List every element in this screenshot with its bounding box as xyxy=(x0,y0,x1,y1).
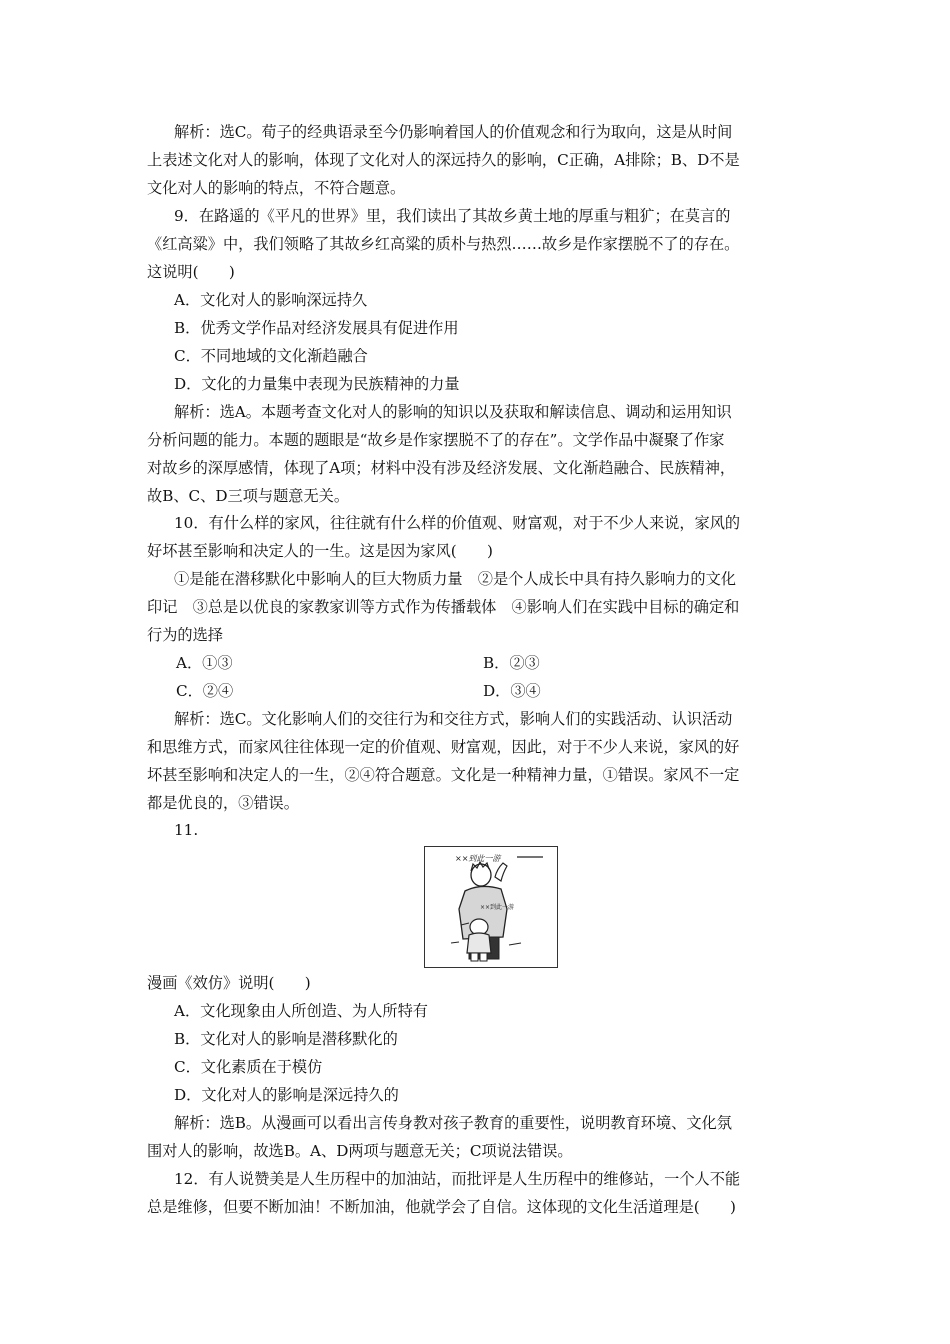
q8-analysis-line-3: 文化对人的影响的特点，不符合题意。 xyxy=(147,179,406,197)
q11-number: 11. xyxy=(174,821,199,839)
q10-statements-line-1: ①是能在潜移默化中影响人的巨大物质力量 ②是个人成长中具有持久影响力的文化 xyxy=(174,570,736,588)
q10-analysis-line-3: 坏甚至影响和决定人的一生，②④符合题意。文化是一种精神力量，①错误。家风不一定 xyxy=(147,766,740,784)
q10-statements-line-2: 印记 ③总是以优良的家教家训等方式作为传播载体 ④影响人们在实践中目标的确定和 xyxy=(147,598,740,616)
q9-stem-line-1: 9．在路遥的《平凡的世界》里，我们读出了其故乡黄土地的厚重与粗犷；在莫言的 xyxy=(174,207,731,225)
q12-stem-line-2: 总是维修，但要不断加油！不断加油，他就学会了自信。这体现的文化生活道理是( ) xyxy=(147,1198,736,1216)
q9-option-c: C．不同地域的文化渐趋融合 xyxy=(174,347,368,365)
q12-stem-line-1: 12．有人说赞美是人生历程中的加油站，而批评是人生历程中的维修站，一个人不能 xyxy=(174,1170,741,1188)
cartoon-image xyxy=(424,846,558,968)
q10-stem-line-1: 10．有什么样的家风，往往就有什么样的价值观、财富观，对于不少人来说，家风的 xyxy=(174,514,741,532)
q11-option-b: B．文化对人的影响是潜移默化的 xyxy=(174,1030,398,1048)
q11-option-d: D．文化对人的影响是深远持久的 xyxy=(174,1086,399,1104)
q11-option-c: C．文化素质在于模仿 xyxy=(174,1058,323,1076)
q10-statements-line-3: 行为的选择 xyxy=(147,626,223,644)
q10-option-b: B．②③ xyxy=(483,654,540,672)
q9-option-b: B．优秀文学作品对经济发展具有促进作用 xyxy=(174,319,459,337)
q10-analysis-line-1: 解析：选C。文化影响人们的交往行为和交往方式，影响人们的实践活动、认识活动 xyxy=(174,710,733,728)
q9-analysis-line-1: 解析：选A。本题考查文化对人的影响的知识以及获取和解读信息、调动和运用知识 xyxy=(174,403,732,421)
q9-stem-line-3: 这说明( ) xyxy=(147,263,235,281)
q10-analysis-line-4: 都是优良的，③错误。 xyxy=(147,794,299,812)
q9-analysis-line-2: 分析问题的能力。本题的题眼是“故乡是作家摆脱不了的存在”。文学作品中凝聚了作家 xyxy=(147,431,725,449)
q11-analysis-line-1: 解析：选B。从漫画可以看出言传身教对孩子教育的重要性，说明教育环境、文化氛 xyxy=(174,1114,732,1132)
q8-analysis-line-1: 解析：选C。荀子的经典语录至今仍影响着国人的价值观念和行为取向，这是从时间 xyxy=(174,123,733,141)
q9-stem-line-2: 《红高粱》中，我们领略了其故乡红高粱的质朴与热烈……故乡是作家摆脱不了的存在。 xyxy=(147,235,740,253)
q9-option-a: A．文化对人的影响深远持久 xyxy=(174,291,368,309)
q8-analysis-line-2: 上表述文化对人的影响，体现了文化对人的深远持久的影响，C正确，A排除；B、D不是 xyxy=(147,151,740,169)
q11-option-a: A．文化现象由人所创造、为人所特有 xyxy=(174,1002,428,1020)
q10-option-a: A．①③ xyxy=(176,654,233,672)
shirt-handwritten-text: ××到此一游 xyxy=(480,904,515,911)
q10-option-d: D．③④ xyxy=(483,682,541,700)
q11-analysis-line-2: 围对人的影响，故选B。A、D两项与题意无关；C项说法错误。 xyxy=(147,1142,573,1160)
q9-analysis-line-3: 对故乡的深厚感情，体现了A项；材料中没有涉及经济发展、文化渐趋融合、民族精神， xyxy=(147,459,736,477)
q11-stem: 漫画《效仿》说明( ) xyxy=(147,974,311,992)
q10-analysis-line-2: 和思维方式，而家风往往体现一定的价值观、财富观，因此，对于不少人来说，家风的好 xyxy=(147,738,740,756)
cartoon-handwritten-caption: ××到此一游 xyxy=(455,854,501,863)
q10-option-c: C．②④ xyxy=(176,682,234,700)
q9-option-d: D．文化的力量集中表现为民族精神的力量 xyxy=(174,375,460,393)
cartoon-icon xyxy=(425,847,556,966)
q10-stem-line-2: 好坏甚至影响和决定人的一生。这是因为家风( ) xyxy=(147,542,493,560)
q9-analysis-line-4: 故B、C、D三项与题意无关。 xyxy=(147,487,350,505)
